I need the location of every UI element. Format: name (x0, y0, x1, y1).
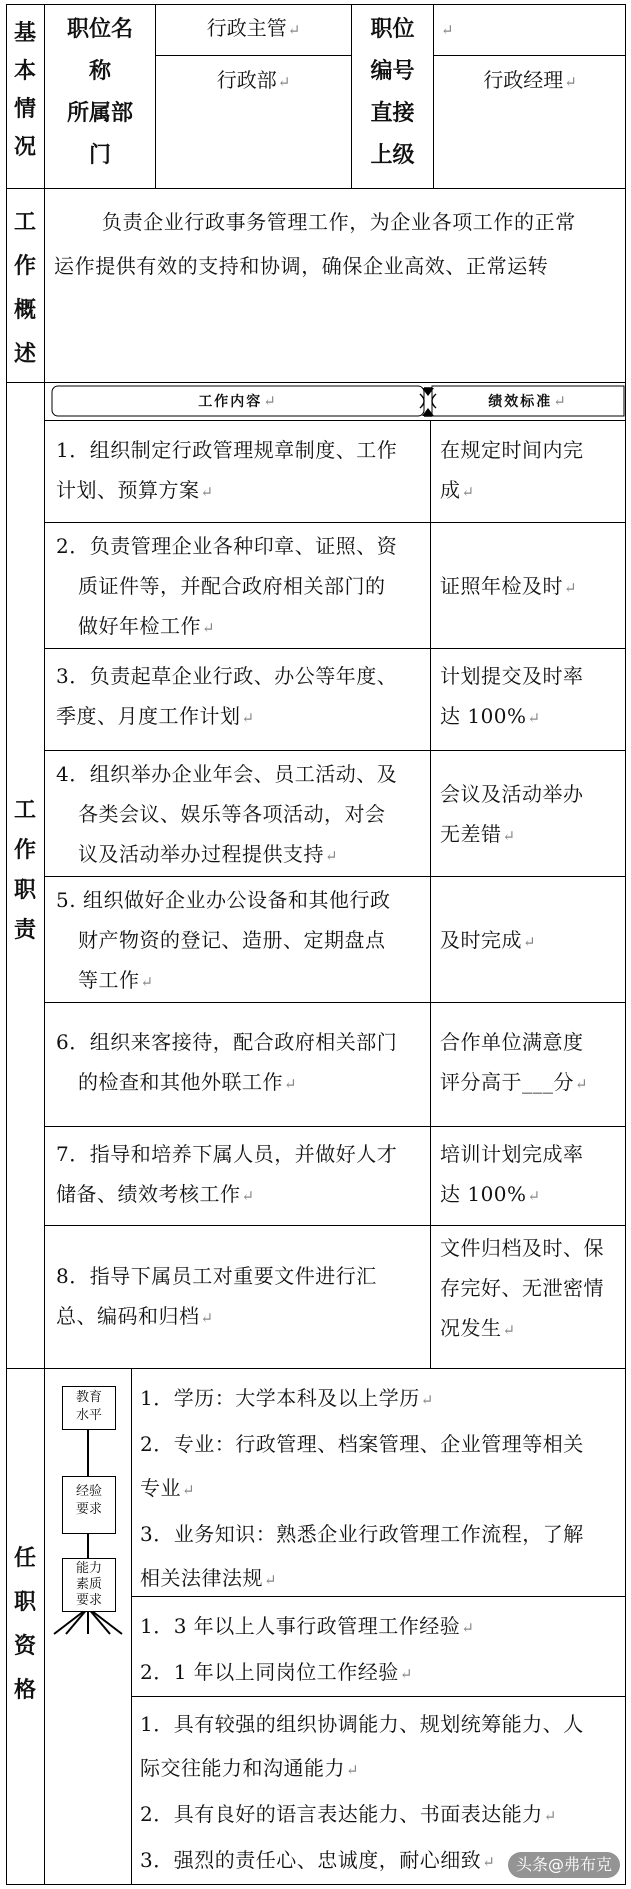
duties-header-content: 工作内容↵ (198, 392, 278, 410)
duty-standard-1: 在规定时间内完 成↵ (440, 438, 584, 502)
watermark-text: 头条@弗布克 (516, 1855, 613, 1874)
section-label-basic: 基 本 情 况 (13, 20, 36, 160)
duty-content-7: 7．指导和培养下属人员，并做好人才 储备、绩效考核工作↵ (56, 1142, 398, 1206)
value-position-code: ↵ (441, 21, 454, 39)
section-label-overview: 工 作 概 述 (13, 209, 36, 367)
value-superior: 行政经理↵ (483, 68, 577, 92)
duty-content-6: 6．组织来客接待，配合政府相关部门 的检查和其他外联工作↵ (56, 1030, 398, 1094)
duty-content-2: 2．负责管理企业各种印章、证照、资 质证件等，并配合政府相关部门的 做好年检工作↵ (56, 534, 398, 638)
qualify-ability-text: 1．具有较强的组织协调能力、规划统筹能力、人 际交往能力和沟通能力↵ 2．具有良好的语言表达能力、书面表达能力↵ 3．强烈的责任心、忠诚度，耐心细致↵ (140, 1712, 584, 1872)
section-label-qualify: 任 职 资 格 (13, 1545, 36, 1703)
duty-standard-7: 培训计划完成率 达 100%↵ (440, 1142, 584, 1206)
qualify-education-text: 1．学历：大学本科及以上学历↵ 2．专业：行政管理、档案管理、企业管理等相关 专业↵ 3．业务知识：熟悉企业行政管理工作流程，了解 相关法律法规↵ (140, 1386, 584, 1590)
overview-text: 负责企业行政事务管理工作，为企业各项工作的正常 运作提供有效的支持和协调，确保企业高效、正常运转 (54, 210, 576, 278)
duty-standard-4: 会议及活动举办 无差错↵ (440, 782, 584, 846)
duty-standard-6: 合作单位满意度 评分高于___分↵ (440, 1030, 589, 1094)
label-position-dept: 职位名 称 所属部 门 (66, 16, 133, 168)
duty-standard-2: 证照年检及时↵ (440, 574, 578, 598)
duty-content-8: 8．指导下属员工对重要文件进行汇 总、编码和归档↵ (56, 1264, 377, 1328)
label-code-superior: 职位 编号 直接 上级 (370, 16, 415, 168)
duty-content-1: 1．组织制定行政管理规章制度、工作 计划、预算方案↵ (56, 438, 398, 502)
qualify-experience-text: 1．3 年以上人事行政管理工作经验↵ 2．1 年以上同岗位工作经验↵ (140, 1614, 475, 1684)
duty-content-3: 3．负责起草企业行政、办公等年度、 季度、月度工作计划↵ (56, 664, 398, 728)
duties-header-standard: 绩效标准↵ (488, 392, 568, 410)
duty-standard-3: 计划提交及时率 达 100%↵ (440, 664, 584, 728)
duty-content-4: 4．组织举办企业年会、员工活动、及 各类会议、娱乐等各项活动，对会 议及活动举办过程提供支持↵ (56, 762, 398, 866)
duty-content-5: 5. 组织做好企业办公设备和其他行政 财产物资的登记、造册、定期盘点 等工作↵ (56, 888, 391, 992)
value-department: 行政部↵ (216, 68, 291, 92)
value-position-name: 行政主管↵ (206, 16, 301, 40)
duty-standard-8: 文件归档及时、保 存完好、无泄密情 况发生↵ (440, 1236, 604, 1340)
qualify-box-ability: 能力 素质 要求 (62, 1558, 116, 1612)
section-label-duties: 工 作 职 责 (13, 797, 36, 943)
duty-standard-5: 及时完成↵ (440, 928, 537, 952)
qualify-box-education: 教育 水平 (62, 1386, 116, 1430)
qualify-box-experience: 经验 要求 (62, 1476, 116, 1534)
